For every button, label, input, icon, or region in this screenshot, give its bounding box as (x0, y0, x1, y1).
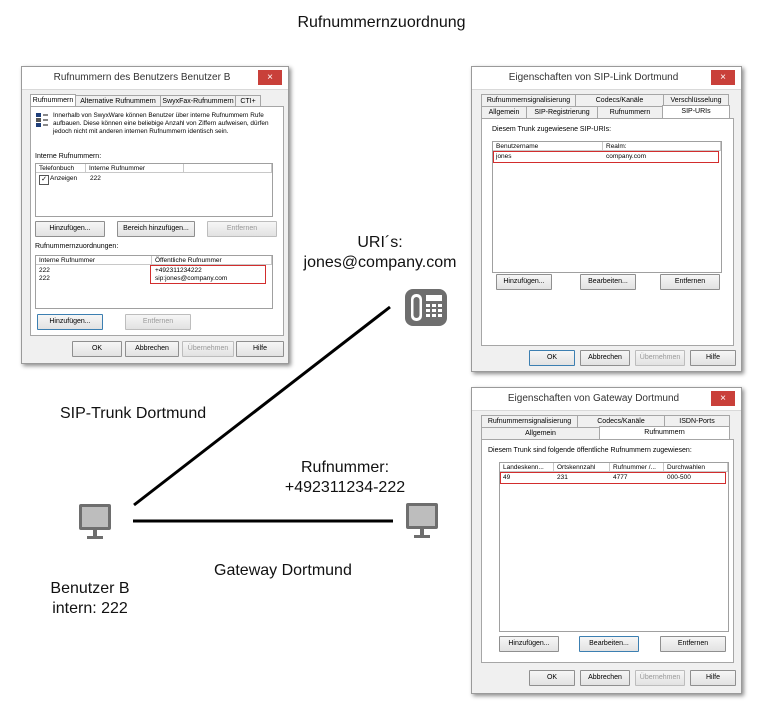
tab-sip-registrierung[interactable]: SIP-Registrierung (526, 106, 598, 118)
dialog-title: Eigenschaften von SIP-Link Dortmund (508, 72, 679, 83)
tab-rufnummern[interactable]: Rufnummern (30, 94, 76, 106)
table-cell: +492311234222 (155, 267, 202, 274)
dialog-sip-link (471, 66, 742, 372)
diagram-title: Rufnummernzuordnung (297, 14, 466, 31)
table-cell: 000-500 (667, 474, 691, 481)
add-mapping-button[interactable]: Hinzufügen... (37, 314, 103, 330)
add-button[interactable]: Hinzufügen... (499, 636, 559, 652)
uri-label: URI´s: (357, 234, 403, 251)
close-icon[interactable]: × (711, 391, 735, 406)
ok-button[interactable]: OK (72, 341, 122, 357)
tab-verschluesselung[interactable]: Verschlüsselung (663, 94, 729, 106)
column-header-telefonbuch[interactable]: Telefonbuch (36, 164, 86, 173)
add-button[interactable]: Hinzufügen... (496, 274, 552, 290)
section-label: Diesem Trunk zugewiesene SIP-URIs: (492, 126, 612, 133)
table-cell: sip:jones@company.com (155, 275, 228, 282)
rufnummer-label: Rufnummer: (300, 459, 390, 476)
remove-button[interactable]: Entfernen (207, 221, 277, 237)
remove-button[interactable]: Entfernen (660, 636, 726, 652)
mapping-section-label: Rufnummernzuordnungen: (35, 243, 119, 250)
tab-panel (481, 118, 734, 346)
ok-button[interactable]: OK (529, 670, 575, 686)
edit-button[interactable]: Bearbeiten... (579, 636, 639, 652)
table-cell: 222 (90, 175, 101, 182)
add-button[interactable]: Hinzufügen... (35, 221, 105, 237)
tab-allgemein[interactable]: Allgemein (481, 106, 527, 118)
user-name: Benutzer B (50, 580, 130, 597)
table-cell: 222 (39, 275, 50, 282)
dialog-title: Eigenschaften von Gateway Dortmund (507, 393, 680, 404)
computer-monitor-icon (405, 502, 439, 540)
column-header-rufnummer[interactable]: Rufnummer /... (610, 463, 664, 472)
table-cell: 231 (557, 474, 568, 481)
uri-value: jones@company.com (303, 254, 457, 271)
sip-uris-table[interactable] (492, 141, 722, 273)
section-label: Diesem Trunk sind folgende öffentliche Rufnummern zugewiesen: (488, 447, 692, 454)
table-cell: Anzeigen (50, 175, 78, 182)
anzeigen-checkbox[interactable]: ✓ (39, 175, 49, 185)
gateway-label: Gateway Dortmund (214, 562, 352, 579)
tab-sip-uris[interactable]: SIP-URIs (662, 105, 730, 118)
help-button[interactable]: Hilfe (690, 670, 736, 686)
tab-panel (481, 439, 734, 663)
column-header-durchwahlen[interactable]: Durchwahlen (664, 463, 728, 472)
remove-button[interactable]: Entfernen (660, 274, 720, 290)
column-header-benutzername[interactable]: Benutzername (493, 142, 603, 151)
table-cell: 222 (39, 267, 50, 274)
tab-isdn-ports[interactable]: ISDN-Ports (664, 415, 730, 427)
table-cell: 49 (503, 474, 511, 481)
table-cell: 4777 (613, 474, 628, 481)
help-button[interactable]: Hilfe (690, 350, 736, 366)
add-range-button[interactable]: Bereich hinzufügen... (117, 221, 195, 237)
ok-button[interactable]: OK (529, 350, 575, 366)
cancel-button[interactable]: Abbrechen (125, 341, 179, 357)
column-header-realm[interactable]: Realm: (603, 142, 721, 151)
tab-codecs-kanaele[interactable]: Codecs/Kanäle (575, 94, 664, 106)
highlight-frame (500, 472, 726, 484)
help-button[interactable]: Hilfe (236, 341, 284, 357)
tab-cti[interactable]: CTI+ (235, 95, 261, 107)
tab-alternative-rufnummern[interactable]: Alternative Rufnummern (75, 95, 161, 107)
close-icon[interactable]: × (258, 70, 282, 85)
remove-mapping-button[interactable]: Entfernen (125, 314, 191, 330)
apply-button[interactable]: Übernehmen (635, 670, 685, 686)
tab-panel (30, 106, 284, 336)
column-header-ortskennzahl[interactable]: Ortskennzahl (554, 463, 610, 472)
close-icon[interactable]: × (711, 70, 735, 85)
tab-codecs-kanaele[interactable]: Codecs/Kanäle (577, 415, 665, 427)
dialog-title: Rufnummern des Benutzers Benutzer B (53, 72, 231, 83)
table-cell: company.com (606, 153, 646, 160)
tab-swyxfax-rufnummern[interactable]: SwyxFax-Rufnummern (160, 95, 236, 107)
public-numbers-table[interactable] (499, 462, 729, 632)
tab-rufnummernsignalisierung[interactable]: Rufnummernsignalisierung (481, 415, 578, 427)
column-header-landeskennzahl[interactable]: Landeskenn... (500, 463, 554, 472)
column-header-interne-rufnummer[interactable]: Interne Rufnummer (86, 164, 184, 173)
user-intern: intern: 222 (52, 600, 128, 617)
cancel-button[interactable]: Abbrechen (580, 670, 630, 686)
tab-rufnummernsignalisierung[interactable]: Rufnummernsignalisierung (481, 94, 576, 106)
mapping-table[interactable] (35, 255, 273, 309)
cancel-button[interactable]: Abbrechen (580, 350, 630, 366)
table-cell: jones (496, 153, 512, 160)
internal-section-label: Interne Rufnummern: (35, 153, 102, 160)
column-header-interne-rufnummer[interactable]: Interne Rufnummer (36, 256, 152, 265)
tab-allgemein[interactable]: Allgemein (481, 427, 600, 439)
tab-rufnummern[interactable]: Rufnummern (597, 106, 663, 118)
dialog-gateway (471, 387, 742, 694)
column-header-oeffentliche-rufnummer[interactable]: Öffentliche Rufnummer (152, 256, 272, 265)
computer-monitor-icon (78, 503, 112, 541)
apply-button[interactable]: Übernehmen (182, 341, 234, 357)
apply-button[interactable]: Übernehmen (635, 350, 685, 366)
highlight-frame (150, 265, 266, 284)
edit-button[interactable]: Bearbeiten... (580, 274, 636, 290)
highlight-frame (493, 151, 719, 163)
rufnummer-value: +492311234-222 (284, 479, 406, 496)
number-list-icon (35, 112, 49, 128)
tab-rufnummern[interactable]: Rufnummern (599, 426, 730, 439)
description-text: Innerhalb von SwyxWare können Benutzer über interne Rufnummern Rufe aufbauen. Diese können eine beliebige Anzahl von Ziffern aufweisen, dürfen jedoch nicht mit anderen internen Rufnummern identisch sein. (53, 112, 269, 135)
internal-numbers-table[interactable] (35, 163, 273, 217)
sip-trunk-label: SIP-Trunk Dortmund (60, 405, 207, 422)
ip-phone-icon (402, 287, 450, 329)
dialog-user-numbers (21, 66, 289, 364)
